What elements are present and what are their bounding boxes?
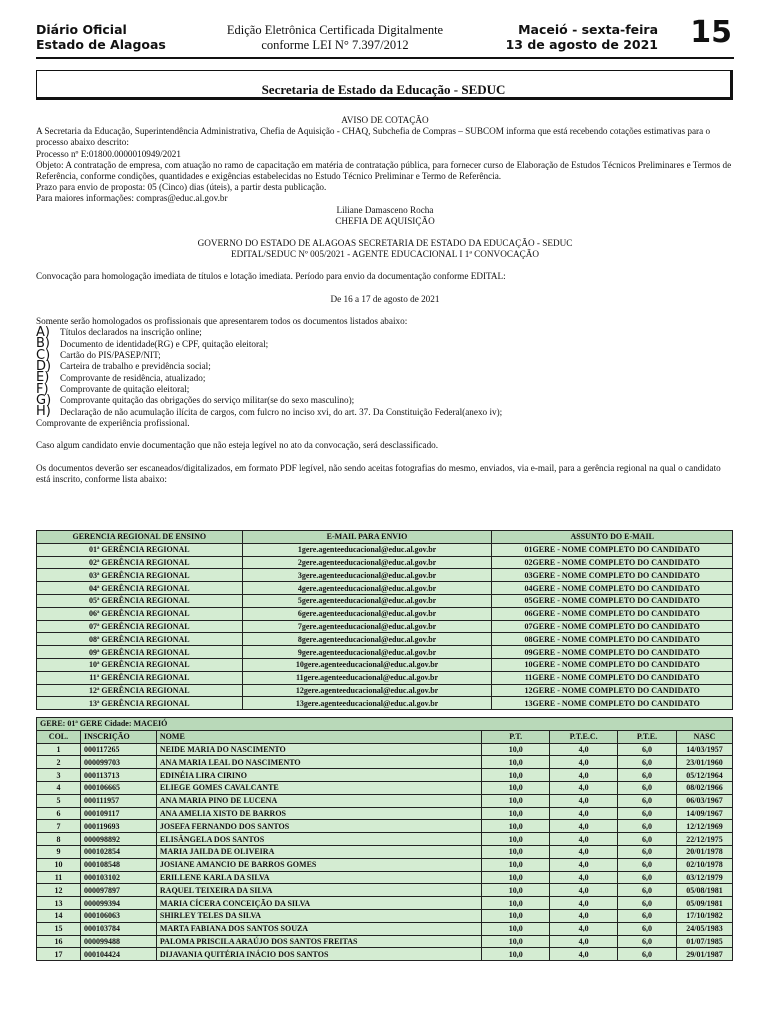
table-cell: 6,0 [618, 820, 677, 833]
table-cell: ELISÂNGELA DOS SANTOS [156, 833, 481, 846]
table-cell: 000103102 [80, 871, 156, 884]
section-title: Secretaria de Estado da Educação - SEDUC [261, 82, 506, 97]
table-header-row [37, 730, 733, 743]
table-cell: ANA MARIA PINO DE LUCENA [156, 794, 481, 807]
list-letter: A) [36, 324, 50, 340]
table-cell: 05ª GERÊNCIA REGIONAL [37, 594, 243, 607]
table-cell: 000111957 [80, 794, 156, 807]
edital-line1: GOVERNO DO ESTADO DE ALAGOAS SECRETARIA DE ESTADO DA EDUCAÇÃO - SEDUC [197, 238, 573, 249]
table-row [37, 769, 733, 782]
table-cell: 000097897 [80, 884, 156, 897]
table-row [37, 833, 733, 846]
table-cell: 4,0 [550, 807, 618, 820]
edital-periodo: De 16 a 17 de agosto de 2021 [330, 293, 440, 304]
signer-name: Liliane Damasceno Rocha [336, 204, 434, 215]
table-cell: 12/12/1969 [676, 820, 732, 833]
table-cell: 6,0 [618, 794, 677, 807]
column-header: NASC [676, 730, 732, 743]
table-cell: 6gere.agenteeducacional@educ.al.gov.br [242, 607, 492, 620]
table-cell: 4,0 [550, 743, 618, 756]
table-cell: 12ª GERÊNCIA REGIONAL [37, 684, 243, 697]
table-cell: 10,0 [482, 756, 550, 769]
table-cell: 11ª GERÊNCIA REGIONAL [37, 671, 243, 684]
table-cell: 4,0 [550, 897, 618, 910]
aviso-title: AVISO DE COTAÇÃO [341, 115, 429, 125]
table-row [37, 845, 733, 858]
table-cell: 000117265 [80, 743, 156, 756]
table-cell: 7gere.agenteeducacional@educ.al.gov.br [242, 620, 492, 633]
column-header: COL. [37, 730, 81, 743]
table-row [37, 743, 733, 756]
table-cell: 09ª GERÊNCIA REGIONAL [37, 646, 243, 659]
list-text: Cartão do PIS/PASEP/NIT; [60, 349, 161, 360]
list-item [36, 324, 734, 340]
table-cell: 4,0 [550, 922, 618, 935]
table-caption: GERE: 01ª GERE Cidade: MACEIÓ [37, 718, 733, 731]
table-cell: 000119693 [80, 820, 156, 833]
table-row [37, 671, 733, 684]
table-row [37, 948, 733, 961]
edital-line2: EDITAL/SEDUC Nº 005/2021 - AGENTE EDUCACIONAL I 1ª CONVOCAÇÃO [231, 249, 539, 260]
list-letter: B) [36, 336, 50, 352]
table-row [37, 884, 733, 897]
table-row [37, 658, 733, 671]
table-cell: 8 [37, 833, 81, 846]
list-letter: G) [36, 393, 52, 409]
table-cell: 04GERE - NOME COMPLETO DO CANDIDATO [492, 582, 733, 595]
table-cell: 17 [37, 948, 81, 961]
table-cell: 05GERE - NOME COMPLETO DO CANDIDATO [492, 594, 733, 607]
table-row [37, 897, 733, 910]
signer-role: CHEFIA DE AQUISIÇÃO [335, 215, 435, 226]
aviso-intro: A Secretaria da Educação, Superintendência Administrativa, Chefia de Aquisição - CHAQ, Subchefia de Compras – SUBCOM informa que está recebendo cotações estimativas para o processo abaixo descrito: [36, 126, 711, 148]
list-letter: D) [36, 358, 52, 374]
table-cell: 10,0 [482, 794, 550, 807]
table-cell: 7 [37, 820, 81, 833]
table-cell: 08GERE - NOME COMPLETO DO CANDIDATO [492, 633, 733, 646]
table-cell: 000106063 [80, 909, 156, 922]
aviso-processo: Processo nº E:01800.0000010949/2021 [36, 148, 181, 159]
table-cell: 000103784 [80, 922, 156, 935]
column-header: P.T.E. [618, 730, 677, 743]
table-cell: 10 [37, 858, 81, 871]
list-item [36, 393, 734, 409]
table-cell: 4,0 [550, 884, 618, 897]
table-cell: 04ª GERÊNCIA REGIONAL [37, 582, 243, 595]
table-row [37, 858, 733, 871]
table-cell: 10ª GERÊNCIA REGIONAL [37, 658, 243, 671]
table-cell: 02ª GERÊNCIA REGIONAL [37, 556, 243, 569]
publication-place-day: Maceió - sexta-feira [518, 22, 658, 37]
table-row [37, 646, 733, 659]
table-cell: 14 [37, 909, 81, 922]
table-cell: 6,0 [618, 909, 677, 922]
table-row [37, 820, 733, 833]
law-reference: conforme LEI N° 7.397/2012 [261, 38, 409, 52]
list-letter: H) [36, 404, 51, 420]
table-cell: 9gere.agenteeducacional@educ.al.gov.br [242, 646, 492, 659]
table-cell: JOSIANE AMANCIO DE BARROS GOMES [156, 858, 481, 871]
table-row [37, 794, 733, 807]
table-cell: 13GERE - NOME COMPLETO DO CANDIDATO [492, 697, 733, 710]
table-cell: 4,0 [550, 948, 618, 961]
table-row [37, 620, 733, 633]
table-cell: 000109117 [80, 807, 156, 820]
masthead-title: Diário Oficial [36, 22, 127, 37]
edital-caso: Caso algum candidato envie documentação que não esteja legível no ato da convocação, será desclassificado. [36, 440, 439, 451]
table-cell: 4,0 [550, 756, 618, 769]
table-row [37, 607, 733, 620]
table-cell: MARIA CÍCERA CONCEIÇÃO DA SILVA [156, 897, 481, 910]
table-cell: 6,0 [618, 935, 677, 948]
table-cell: 08ª GERÊNCIA REGIONAL [37, 633, 243, 646]
table-cell: DIJAVANIA QUITÉRIA INÁCIO DOS SANTOS [156, 948, 481, 961]
table-cell: 000104424 [80, 948, 156, 961]
aviso-info: Para maiores informações: compras@educ.al.gov.br [36, 193, 228, 204]
column-header: E-MAIL PARA ENVIO [242, 531, 492, 544]
table-cell: 6,0 [618, 884, 677, 897]
table-cell: 10,0 [482, 845, 550, 858]
table-cell: RAQUEL TEIXEIRA DA SILVA [156, 884, 481, 897]
table-cell: ERILLENE KARLA DA SILVA [156, 871, 481, 884]
table-cell: 23/01/1960 [676, 756, 732, 769]
table-cell: 13gere.agenteeducacional@educ.al.gov.br [242, 697, 492, 710]
section-header-box [36, 70, 733, 100]
gerencias-table [36, 530, 733, 710]
masthead-right [506, 22, 658, 52]
table-cell: 6,0 [618, 897, 677, 910]
table-cell: 14/09/1967 [676, 807, 732, 820]
table-cell: 10,0 [482, 897, 550, 910]
table-caption-row [37, 718, 733, 731]
column-header: GERENCIA REGIONAL DE ENSINO [37, 531, 243, 544]
page-number: 15 [690, 15, 732, 50]
table-cell: 3 [37, 769, 81, 782]
table-cell: 4,0 [550, 794, 618, 807]
table-cell: 10,0 [482, 833, 550, 846]
list-item [36, 370, 734, 386]
table-cell: 4,0 [550, 769, 618, 782]
column-header: P.T. [482, 730, 550, 743]
table-cell: 05/12/1964 [676, 769, 732, 782]
edital-experiencia: Comprovante de experiência profissional. [36, 418, 190, 429]
table-cell: 01/07/1985 [676, 935, 732, 948]
table-cell: 10,0 [482, 807, 550, 820]
table-cell: 000099394 [80, 897, 156, 910]
table-cell: 10,0 [482, 769, 550, 782]
table-cell: SHIRLEY TELES DA SILVA [156, 909, 481, 922]
table-row [37, 582, 733, 595]
list-item [36, 347, 734, 363]
table-cell: 4,0 [550, 820, 618, 833]
table-cell: 16 [37, 935, 81, 948]
table-cell: 02/10/1978 [676, 858, 732, 871]
table-cell: 06/03/1967 [676, 794, 732, 807]
table-cell: 4,0 [550, 858, 618, 871]
table-cell: NEIDE MARIA DO NASCIMENTO [156, 743, 481, 756]
table-cell: 03GERE - NOME COMPLETO DO CANDIDATO [492, 569, 733, 582]
table-cell: 02GERE - NOME COMPLETO DO CANDIDATO [492, 556, 733, 569]
table-cell: 6 [37, 807, 81, 820]
documents-list [36, 324, 734, 420]
table-row [37, 807, 733, 820]
table-cell: 06GERE - NOME COMPLETO DO CANDIDATO [492, 607, 733, 620]
table-cell: 08/02/1966 [676, 781, 732, 794]
table-cell: 11gere.agenteeducacional@educ.al.gov.br [242, 671, 492, 684]
table-cell: 03/12/1979 [676, 871, 732, 884]
table-row [37, 781, 733, 794]
table-row [37, 756, 733, 769]
table-row [37, 909, 733, 922]
table-cell: 06ª GERÊNCIA REGIONAL [37, 607, 243, 620]
table-cell: ANA AMELIA XISTO DE BARROS [156, 807, 481, 820]
table-cell: 01ª GERÊNCIA REGIONAL [37, 543, 243, 556]
table-cell: 9 [37, 845, 81, 858]
table-cell: 2 [37, 756, 81, 769]
list-item [36, 358, 734, 374]
table-cell: 12gere.agenteeducacional@educ.al.gov.br [242, 684, 492, 697]
masthead-subtitle: Estado de Alagoas [36, 37, 166, 52]
list-letter: C) [36, 347, 51, 363]
table-cell: 07GERE - NOME COMPLETO DO CANDIDATO [492, 620, 733, 633]
table-cell: 10GERE - NOME COMPLETO DO CANDIDATO [492, 658, 733, 671]
table-cell: 01GERE - NOME COMPLETO DO CANDIDATO [492, 543, 733, 556]
table-cell: 3gere.agenteeducacional@educ.al.gov.br [242, 569, 492, 582]
table-cell: 05/09/1981 [676, 897, 732, 910]
table-cell: 000102854 [80, 845, 156, 858]
table-cell: 11 [37, 871, 81, 884]
list-item [36, 336, 734, 352]
list-text: Documento de identidade(RG) e CPF, quitação eleitoral; [60, 338, 269, 349]
table-cell: 09GERE - NOME COMPLETO DO CANDIDATO [492, 646, 733, 659]
table-cell: 13ª GERÊNCIA REGIONAL [37, 697, 243, 710]
table-cell: ELIEGE GOMES CAVALCANTE [156, 781, 481, 794]
table-cell: 11GERE - NOME COMPLETO DO CANDIDATO [492, 671, 733, 684]
column-header: ASSUNTO DO E-MAIL [492, 531, 733, 544]
table-cell: 10,0 [482, 871, 550, 884]
table-cell: 17/10/1982 [676, 909, 732, 922]
masthead-center [210, 23, 460, 53]
table-cell: 000099703 [80, 756, 156, 769]
table-row [37, 922, 733, 935]
table-cell: 10,0 [482, 743, 550, 756]
list-letter: F) [36, 381, 49, 397]
table-cell: 20/01/1978 [676, 845, 732, 858]
header-divider [36, 57, 734, 59]
table-cell: PALOMA PRISCILA ARAÚJO DOS SANTOS FREITAS [156, 935, 481, 948]
table-row [37, 569, 733, 582]
table-cell: 4 [37, 781, 81, 794]
table-cell: 4,0 [550, 781, 618, 794]
table-cell: 10,0 [482, 948, 550, 961]
table-cell: 10,0 [482, 781, 550, 794]
table-cell: 000099488 [80, 935, 156, 948]
table-cell: 03ª GERÊNCIA REGIONAL [37, 569, 243, 582]
document-body [36, 115, 734, 485]
table-cell: 10gere.agenteeducacional@educ.al.gov.br [242, 658, 492, 671]
column-header: NOME [156, 730, 481, 743]
table-cell: 4,0 [550, 833, 618, 846]
table-cell: 6,0 [618, 807, 677, 820]
table-cell: 05/08/1981 [676, 884, 732, 897]
table-cell: 4,0 [550, 935, 618, 948]
aviso-prazo: Prazo para envio de proposta: 05 (Cinco) dias (úteis), a partir desta publicação. [36, 182, 327, 193]
table-row [37, 697, 733, 710]
edital-convocacao: Convocação para homologação imediata de títulos e lotação imediata. Período para envio da documentação conforme EDITAL: [36, 271, 506, 282]
table-cell: 6,0 [618, 948, 677, 961]
table-cell: 4,0 [550, 845, 618, 858]
publication-date: 13 de agosto de 2021 [505, 37, 658, 52]
column-header: INSCRIÇÃO [80, 730, 156, 743]
table-cell: 6,0 [618, 781, 677, 794]
edital-documentos-envio: Os documentos deverão ser escaneados/digitalizados, em formato PDF legível, não sendo aceitas fotografias do mesmo, enviados, via e-mail, para a gerência regional na qual o candidato está inscrito, conforme lista abaixo: [36, 462, 721, 484]
table-cell: 4gere.agenteeducacional@educ.al.gov.br [242, 582, 492, 595]
list-text: Comprovante de quitação eleitoral; [60, 384, 190, 395]
table-cell: 6,0 [618, 845, 677, 858]
list-letter: E) [36, 370, 50, 386]
table-row [37, 935, 733, 948]
table-cell: 10,0 [482, 935, 550, 948]
table-cell: JOSEFA FERNANDO DOS SANTOS [156, 820, 481, 833]
table-cell: 1 [37, 743, 81, 756]
column-header: P.T.E.C. [550, 730, 618, 743]
certification-line: Edição Eletrônica Certificada Digitalmente [226, 23, 444, 37]
table-cell: 14/03/1957 [676, 743, 732, 756]
table-cell: 000098892 [80, 833, 156, 846]
table-cell: 1gere.agenteeducacional@educ.al.gov.br [242, 543, 492, 556]
table-cell: 4,0 [550, 871, 618, 884]
table-cell: 6,0 [618, 769, 677, 782]
table-cell: 6,0 [618, 922, 677, 935]
table-cell: 000108548 [80, 858, 156, 871]
table-cell: 000113713 [80, 769, 156, 782]
table-cell: 12 [37, 884, 81, 897]
table-cell: 000106665 [80, 781, 156, 794]
table-cell: 29/01/1987 [676, 948, 732, 961]
table-cell: 22/12/1975 [676, 833, 732, 846]
table-cell: ANA MARIA LEAL DO NASCIMENTO [156, 756, 481, 769]
list-item [36, 404, 734, 420]
table-cell: 5gere.agenteeducacional@educ.al.gov.br [242, 594, 492, 607]
table-cell: 6,0 [618, 756, 677, 769]
table-cell: 10,0 [482, 884, 550, 897]
table-header-row [37, 531, 733, 544]
table-cell: EDINÉIA LIRA CIRINO [156, 769, 481, 782]
list-text: Declaração de não acumulação ilícita de cargos, com fulcro no inciso xvi, do art. 37. Da Constituição Federal(anexo iv); [60, 406, 503, 417]
table-cell: 15 [37, 922, 81, 935]
table-row [37, 556, 733, 569]
table-cell: 2gere.agenteeducacional@educ.al.gov.br [242, 556, 492, 569]
table-cell: 6,0 [618, 858, 677, 871]
list-text: Comprovante de residência, atualizado; [60, 372, 206, 383]
table-cell: 10,0 [482, 858, 550, 871]
table-cell: 10,0 [482, 922, 550, 935]
list-item [36, 381, 734, 397]
table-cell: 13 [37, 897, 81, 910]
table-row [37, 633, 733, 646]
table-cell: 6,0 [618, 833, 677, 846]
list-text: Comprovante quitação das obrigações do serviço militar(se do sexo masculino); [60, 395, 355, 406]
table-cell: 12GERE - NOME COMPLETO DO CANDIDATO [492, 684, 733, 697]
table-cell: 07ª GERÊNCIA REGIONAL [37, 620, 243, 633]
table-cell: 8gere.agenteeducacional@educ.al.gov.br [242, 633, 492, 646]
table-cell: 10,0 [482, 820, 550, 833]
table-cell: 6,0 [618, 871, 677, 884]
table-cell: 6,0 [618, 743, 677, 756]
table-cell: 5 [37, 794, 81, 807]
edital-somente: Somente serão homologados os profissionais que apresentarem todos os documentos listados abaixo: [36, 315, 408, 326]
aviso-objeto: Objeto: A contratação de empresa, com atuação no ramo de capacitação em matéria de contratação pública, para fornecer curso de Elaboração de Estudos Técnicos Preliminares e Termos de Referência, conforme condições, quantidades e exigências estabelecidas no Estudo Técnico Preliminar e Termo de Referência. [36, 159, 732, 182]
list-text: Títulos declarados na inscrição online; [60, 327, 202, 338]
candidatos-table [36, 717, 733, 961]
table-row [37, 543, 733, 556]
table-cell: MARIA JAILDA DE OLIVEIRA [156, 845, 481, 858]
table-row [37, 594, 733, 607]
table-cell: 4,0 [550, 909, 618, 922]
masthead-left [36, 22, 166, 52]
table-cell: 24/05/1983 [676, 922, 732, 935]
table-cell: MARTA FABIANA DOS SANTOS SOUZA [156, 922, 481, 935]
list-text: Carteira de trabalho e previdência social; [60, 361, 211, 372]
table-cell: 10,0 [482, 909, 550, 922]
table-row [37, 684, 733, 697]
table-row [37, 871, 733, 884]
